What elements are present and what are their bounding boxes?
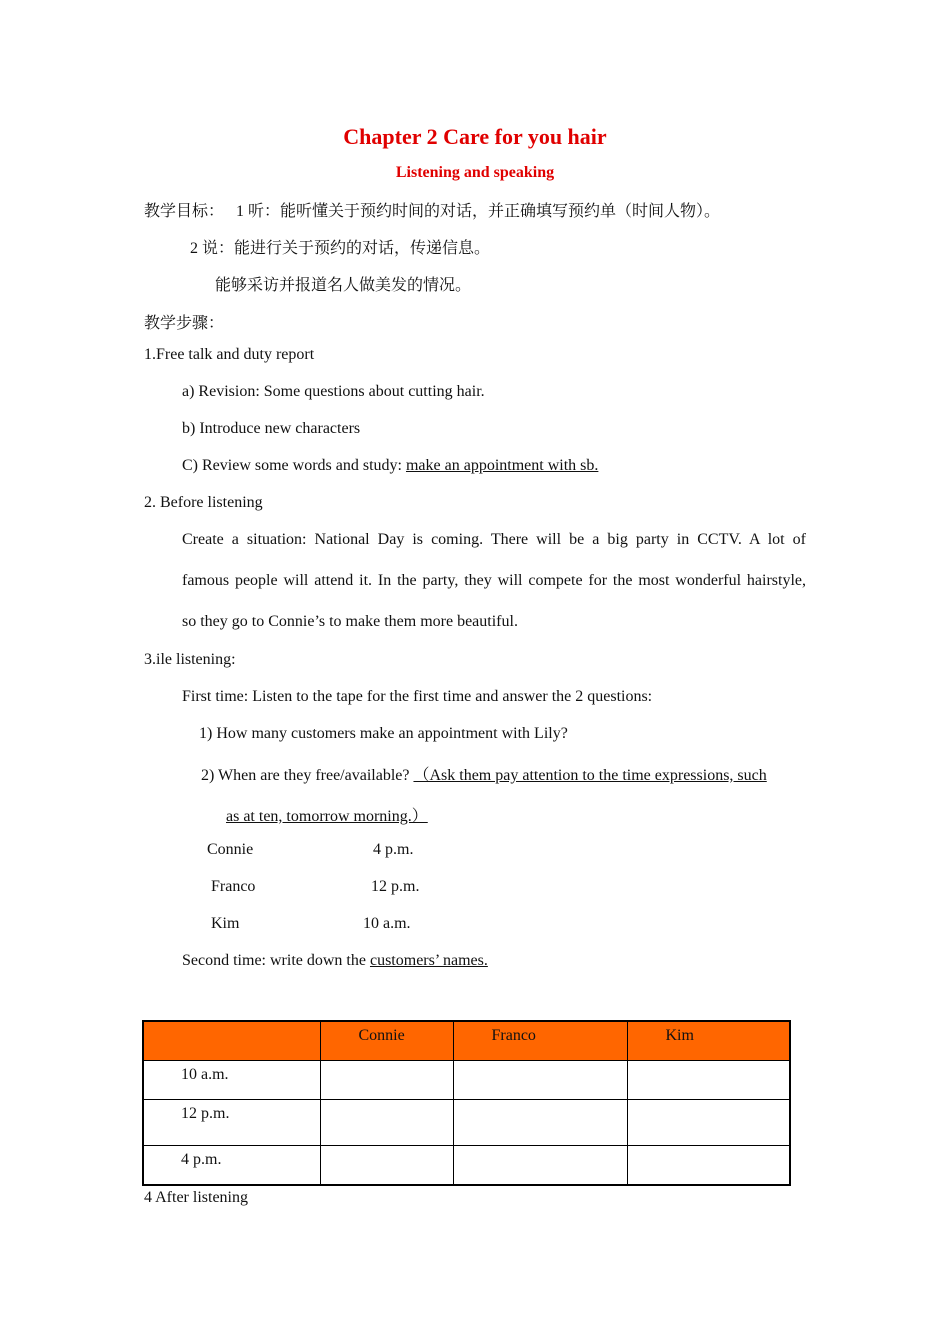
table-row — [143, 1100, 790, 1146]
answer-name: Connie — [207, 841, 254, 858]
table-row-label: 4 p.m. — [143, 1146, 320, 1185]
answer-time: 12 p.m. — [371, 878, 420, 895]
table-cell[interactable] — [453, 1146, 627, 1185]
table-row — [143, 1146, 790, 1185]
answer-time: 4 p.m. — [373, 841, 414, 858]
table-cell[interactable] — [627, 1061, 790, 1100]
table-row — [143, 1061, 790, 1100]
table-cell[interactable] — [453, 1100, 627, 1146]
table-cell[interactable] — [627, 1146, 790, 1185]
section3-question-1: 1) How many customers make an appointment with Lily? — [199, 725, 568, 742]
steps-label: 教学步骤： — [144, 315, 225, 332]
objective-interview: 能够采访并报道名人做美发的情况。 — [215, 277, 472, 294]
table-cell[interactable] — [320, 1061, 453, 1100]
table-cell[interactable] — [320, 1146, 453, 1185]
table-header-cell: Connie — [320, 1021, 453, 1061]
table-header-row — [143, 1021, 790, 1061]
answer-name: Kim — [211, 915, 240, 932]
objectives-label: 教学目标： — [144, 203, 225, 220]
section3-first-time: First time: Listen to the tape for the first time and answer the 2 questions: — [182, 688, 653, 705]
objective-speaking: 2 说：能进行关于预约的对话，传递信息。 — [190, 240, 491, 257]
section1-item-b: b) Introduce new characters — [182, 420, 361, 437]
table-cell[interactable] — [627, 1100, 790, 1146]
section2-line-3: so they go to Connie’s to make them more beautiful. — [182, 613, 518, 630]
table-row-label: 12 p.m. — [143, 1100, 320, 1146]
objective-listening: 1 听：能听懂关于预约时间的对话，并正确填写预约单（时间人物）。 — [236, 203, 721, 220]
section3-question-2-note: （Ask them pay attention to the time expressions, such — [413, 767, 767, 784]
section1-item-c — [182, 457, 598, 475]
section3-heading: 3.ile listening: — [144, 651, 236, 668]
table-cell[interactable] — [320, 1100, 453, 1146]
section3-question-2-text: 2) When are they free/available? — [201, 767, 414, 784]
answer-name: Franco — [211, 878, 256, 895]
section3-second-time-text: Second time: write down the — [182, 952, 370, 969]
section1-item-c-text: C) Review some words and study: — [182, 457, 406, 474]
table-header-cell — [143, 1021, 320, 1061]
section4-heading: 4 After listening — [144, 1189, 248, 1206]
table-cell[interactable] — [453, 1061, 627, 1100]
table-row-label: 10 a.m. — [143, 1061, 320, 1100]
section2-heading: 2. Before listening — [144, 494, 263, 511]
page-subtitle: Listening and speaking — [395, 164, 555, 181]
section2-line-1: Create a situation: National Day is coming. There will be a big party in CCTV. A lot of — [182, 531, 806, 548]
section1-item-c-phrase: make an appointment with sb. — [405, 457, 599, 474]
table-header-cell: Franco — [453, 1021, 627, 1061]
page-title: Chapter 2 Care for you hair — [343, 124, 607, 149]
section3-second-time — [182, 952, 488, 970]
section3-question-2-note-cont: as at ten, tomorrow morning.） — [226, 808, 428, 825]
section1-item-a: a) Revision: Some questions about cutting hair. — [182, 383, 485, 400]
section3-second-time-target: customers’ names. — [369, 952, 488, 969]
section3-question-2 — [201, 762, 767, 785]
objectives-line-1 — [144, 198, 720, 221]
appointment-table — [142, 1020, 791, 1186]
section1-heading: 1.Free talk and duty report — [144, 346, 315, 363]
section2-line-2: famous people will attend it. In the party, they will compete for the most wonderful hairstyle, — [182, 572, 806, 589]
table-header-cell: Kim — [627, 1021, 790, 1061]
answer-time: 10 a.m. — [363, 915, 411, 932]
